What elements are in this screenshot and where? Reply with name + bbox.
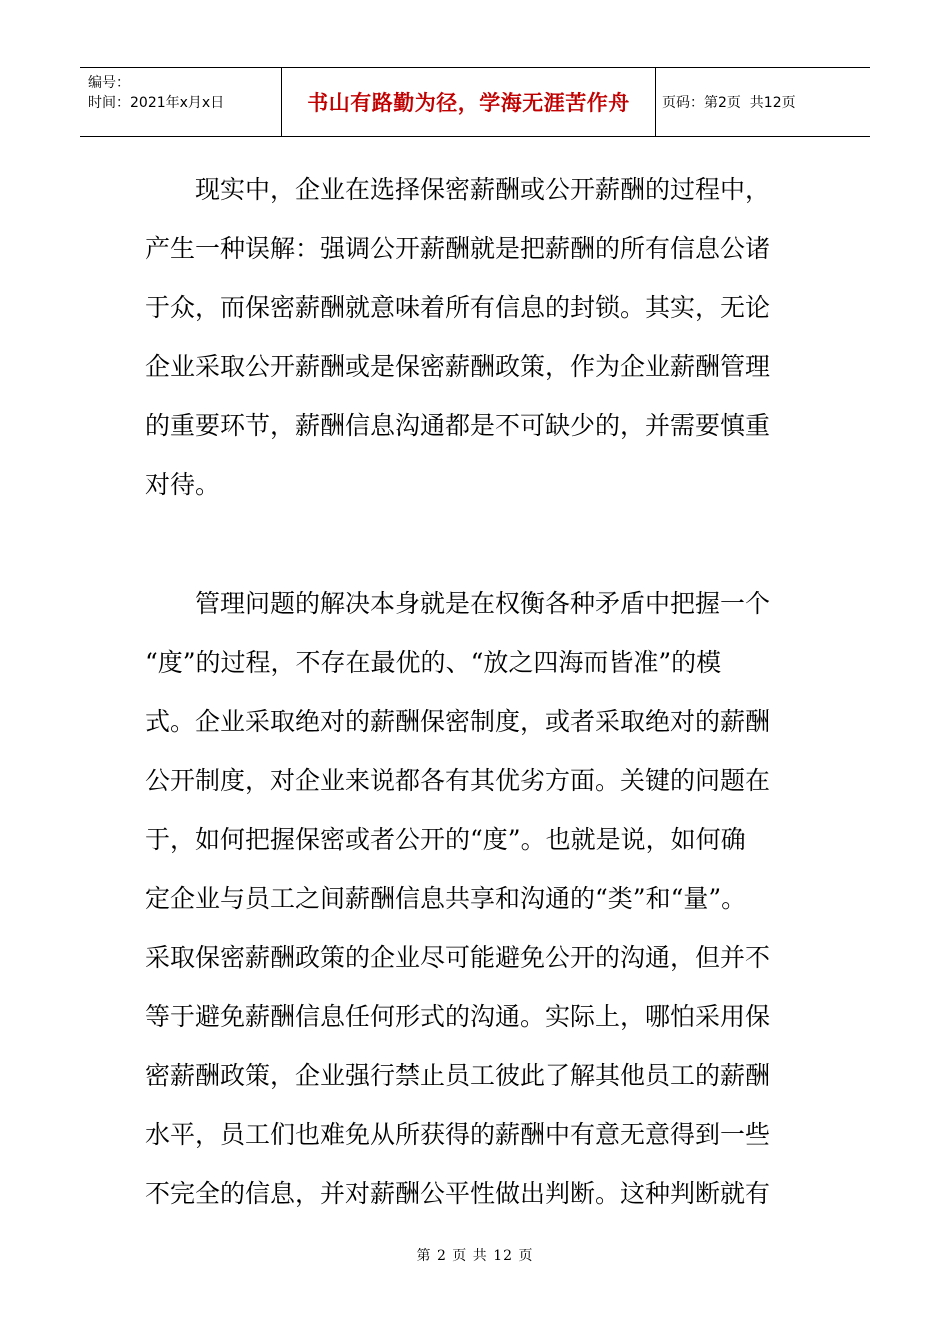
paragraph-spacer xyxy=(145,514,805,574)
paragraph-line: 等于避免薪酬信息任何形式的沟通。实际上，哪怕采用保 xyxy=(145,1002,771,1031)
document-number-label: 编号： xyxy=(88,75,130,91)
header-page-info xyxy=(656,68,870,136)
paragraph-line: 产生一种误解：强调公开薪酬就是把薪酬的所有信息公诸 xyxy=(145,234,771,263)
paragraph-line: 现实中，企业在选择保密薪酬或公开薪酬的过程中， xyxy=(195,175,771,204)
paragraph-1 xyxy=(145,160,805,514)
page-footer: 第 2 页 共 12 页 xyxy=(416,1248,534,1264)
paragraph-line: 公开制度，对企业来说都各有其优劣方面。关键的问题在 xyxy=(145,766,771,795)
paragraph-line: 于，如何把握保密或者公开的“度”。也就是说，如何确 xyxy=(145,825,746,854)
header-page-info-text: 页码：第2页 共12页 xyxy=(662,95,796,111)
paragraph-line: 式。企业采取绝对的薪酬保密制度，或者采取绝对的薪酬 xyxy=(145,707,771,736)
paragraph-line: 对待。 xyxy=(145,470,221,499)
document-time-label: 时间：2021年x月x日 xyxy=(88,95,225,111)
paragraph-2 xyxy=(145,574,805,1223)
paragraph-line: 采取保密薪酬政策的企业尽可能避免公开的沟通，但并不 xyxy=(145,943,771,972)
paragraph-line: 密薪酬政策，企业强行禁止员工彼此了解其他员工的薪酬 xyxy=(145,1061,771,1090)
page-header xyxy=(80,67,870,137)
header-motto: 书山有路勤为径，学海无涯苦作舟 xyxy=(282,68,656,136)
paragraph-line: 管理问题的解决本身就是在权衡各种矛盾中把握一个 xyxy=(195,589,771,618)
header-meta xyxy=(80,68,282,136)
paragraph-line: 企业采取公开薪酬或是保密薪酬政策，作为企业薪酬管理 xyxy=(145,352,771,381)
paragraph-line: 不完全的信息，并对薪酬公平性做出判断。这种判断就有 xyxy=(145,1179,771,1208)
paragraph-line: 的重要环节，薪酬信息沟通都是不可缺少的，并需要慎重 xyxy=(145,411,771,440)
body-content xyxy=(145,160,805,1223)
paragraph-line: “度”的过程，不存在最优的、“放之四海而皆准”的模 xyxy=(145,648,722,677)
paragraph-line: 于众，而保密薪酬就意味着所有信息的封锁。其实，无论 xyxy=(145,293,771,322)
paragraph-line: 定企业与员工之间薪酬信息共享和沟通的“类”和“量”。 xyxy=(145,884,747,913)
paragraph-line: 水平，员工们也难免从所获得的薪酬中有意无意得到一些 xyxy=(145,1120,771,1149)
